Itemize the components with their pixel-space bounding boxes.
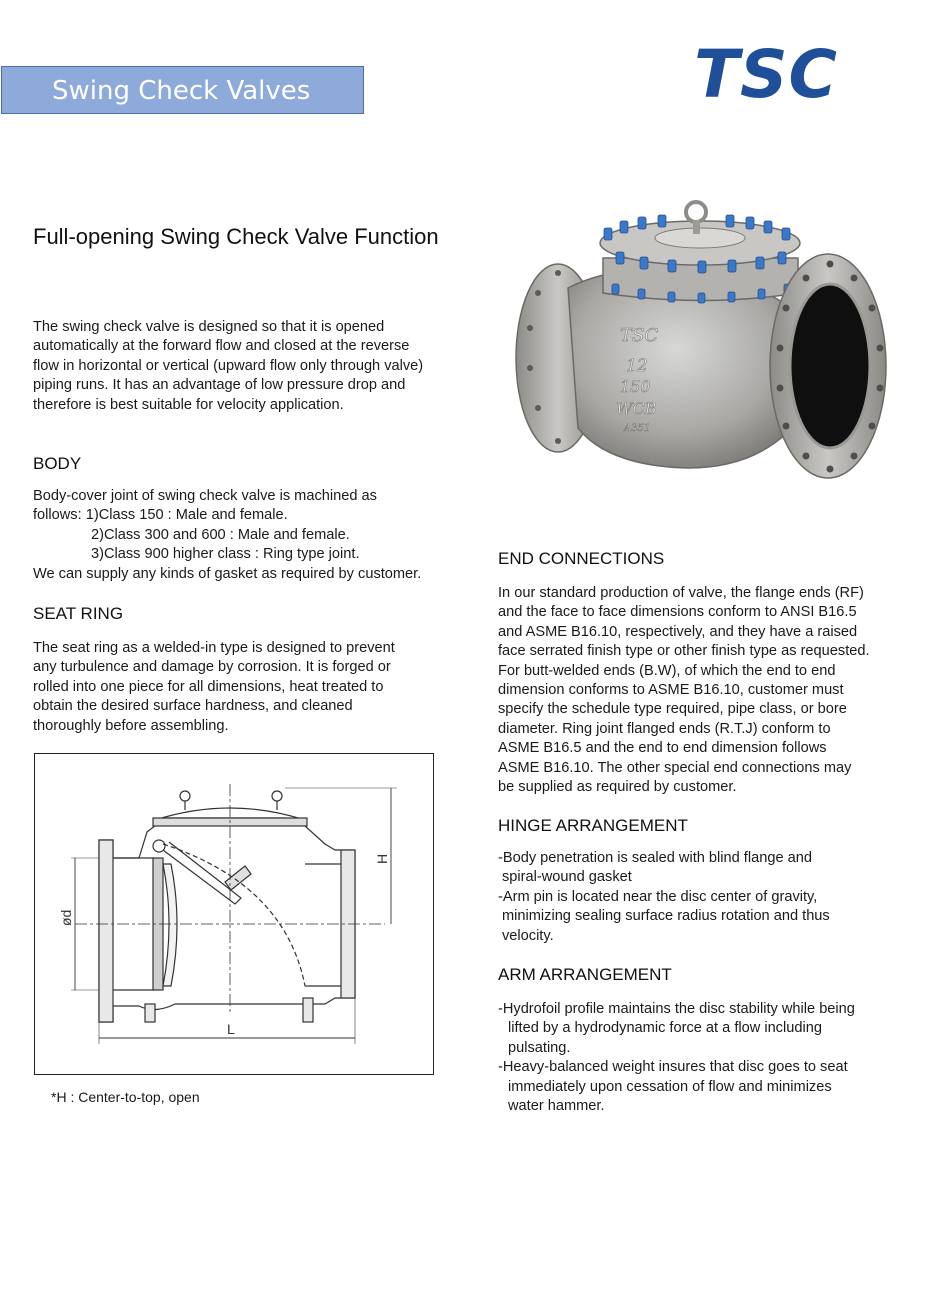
end-connections-line: In our standard production of valve, the flange ends (RF) [498, 585, 864, 601]
banner-title: Swing Check Valves [52, 76, 311, 106]
body-line: We can supply any kinds of gasket as required by customer. [33, 565, 422, 582]
body-line: follows: 1)Class 150 : Male and female. [33, 507, 288, 524]
casting-mark: A351 [624, 423, 651, 434]
end-connections-line: face serrated finish type or other finish type as requested. [498, 643, 870, 660]
arm-line: -Hydrofoil profile maintains the disc stability while being [498, 1001, 855, 1017]
arm-line: pulsating. [508, 1039, 571, 1056]
seat-ring-line: thoroughly before assembling. [33, 717, 229, 734]
dim-l-label: L [227, 1021, 235, 1037]
hinge-paragraph [498, 849, 830, 946]
end-connections-line: and ASME B16.10, respectively, and they have a raised [498, 623, 858, 640]
seat-ring-title: SEAT RING [33, 604, 124, 623]
arm-title: ARM ARRANGEMENT [498, 965, 672, 984]
end-connections-paragraph [498, 584, 870, 797]
arm-line: water hammer. [508, 1098, 605, 1115]
casting-mark: 150 [620, 377, 651, 396]
end-connections-line: ASME B16.10. The other special end connections may [498, 759, 852, 776]
intro-line: flow in horizontal or vertical (upward flow only through valve) [33, 357, 424, 374]
intro-line: therefore is best suitable for velocity application. [33, 396, 344, 413]
eye-bolt-stem [693, 220, 700, 234]
seat-ring-line: obtain the desired surface hardness, and cleaned [33, 698, 353, 715]
intro-line: piping runs. It has an advantage of low pressure drop and [33, 377, 406, 394]
end-connections-line: specify the schedule type required, pipe class, or bore [498, 701, 847, 718]
hinge-title: HINGE ARRANGEMENT [498, 816, 688, 835]
tsc-logo: TSC [694, 36, 838, 113]
intro-line: automatically at the forward flow and closed at the reverse [33, 338, 410, 355]
body-line: 3)Class 900 higher class : Ring type joint. [91, 546, 360, 563]
page-heading: Full-opening Swing Check Valve Function [33, 224, 439, 249]
body-outline [99, 818, 355, 1022]
body-paragraph [33, 487, 421, 584]
end-connections-line: For butt-welded ends (B.W), of which the end to end [498, 662, 836, 679]
arm-weight [225, 866, 251, 890]
seat-ring-paragraph [33, 639, 395, 736]
end-connections-line: be supplied as required by customer. [498, 779, 737, 796]
eye-bolt-right [272, 791, 282, 801]
dim-d-label: ød [58, 909, 74, 926]
end-connections-line: dimension conforms to ASME B16.10, customer must [498, 682, 844, 699]
arm-line: lifted by a hydrodynamic force at a flow including [508, 1020, 822, 1037]
seat-ring-line: any turbulence and damage by corrosion. It is forged or [33, 659, 391, 676]
drawing-note: *H : Center-to-top, open [51, 1089, 200, 1105]
end-connections-line: ASME B16.5 and the end to end dimension follows [498, 740, 827, 757]
valve-section-drawing [35, 754, 433, 1074]
body-title: BODY [33, 454, 82, 473]
end-connections-title: END CONNECTIONS [498, 549, 665, 568]
bottom-lug [145, 1004, 155, 1022]
arm-paragraph [498, 1000, 855, 1116]
left-flange-section [99, 840, 113, 1022]
seat-ring-line: rolled into one piece for all dimensions, heat treated to [33, 678, 384, 695]
seat-ring-line: The seat ring as a welded-in type is designed to prevent [33, 640, 395, 656]
arm-line: immediately upon cessation of flow and minimizes [508, 1078, 832, 1095]
dim-h-label: H [374, 853, 390, 864]
disc [163, 864, 177, 986]
bottom-lug [303, 998, 313, 1022]
intro-line: The swing check valve is designed so that it is opened [33, 319, 385, 335]
valve-bore [790, 284, 870, 448]
hinge-line: -Arm pin is located near the disc center of gravity, [498, 888, 818, 905]
hinge-line: velocity. [502, 927, 554, 944]
body-line: Body-cover joint of swing check valve is machined as [33, 488, 377, 504]
casting-mark: TSC [620, 325, 659, 346]
valve-photo [508, 198, 903, 490]
intro-paragraph [33, 318, 423, 415]
end-connections-line: and the face to face dimensions conform to ANSI B16.5 [498, 604, 857, 621]
eye-bolt [686, 202, 706, 222]
hinge-line: minimizing sealing surface radius rotation and thus [502, 908, 830, 925]
eye-bolt-left [180, 791, 190, 801]
casting-mark: WCB [616, 399, 657, 418]
title-banner [1, 66, 364, 114]
hinge-line: spiral-wound gasket [502, 869, 632, 886]
arm-line: -Heavy-balanced weight insures that disc goes to seat [498, 1059, 848, 1076]
casting-mark: 12 [626, 356, 648, 376]
hinge-line: -Body penetration is sealed with blind flange and [498, 850, 812, 866]
technical-drawing [34, 753, 434, 1075]
body-line: 2)Class 300 and 600 : Male and female. [91, 526, 350, 543]
end-connections-line: diameter. Ring joint flanged ends (R.T.J) conform to [498, 720, 831, 737]
